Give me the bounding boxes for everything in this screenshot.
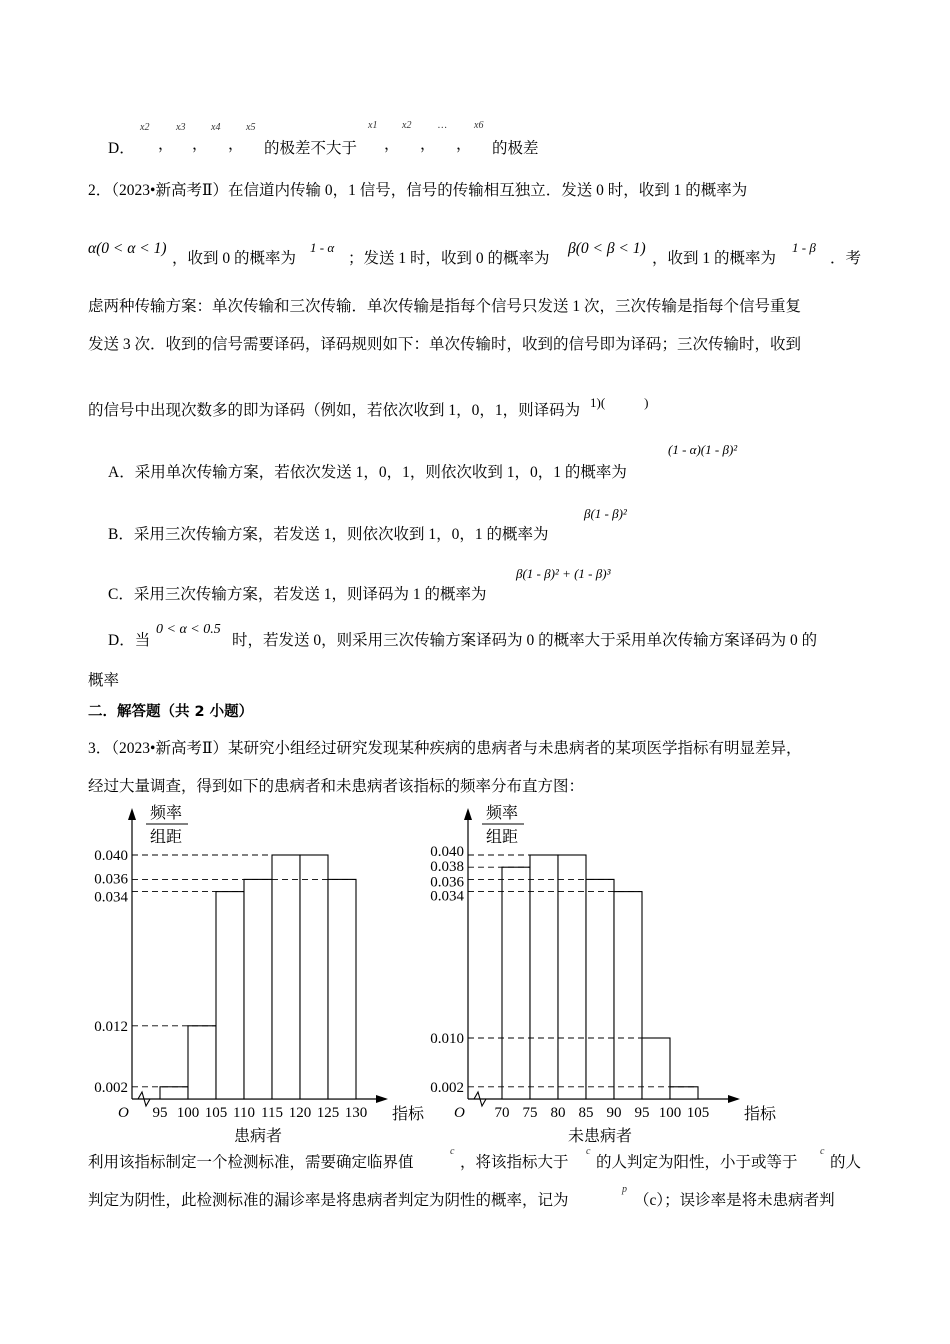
histogram-patients (80, 800, 425, 1145)
x-tick-label: 75 (522, 1105, 538, 1121)
q3-text-p2a: 判定为阴性，此检测标准的漏诊率是将患病者判定为阴性的概率，记为 (88, 1192, 569, 1209)
q3-number: 3． (88, 740, 112, 757)
y-tick-label: 0.034 (94, 889, 128, 906)
histogram-bar (642, 1038, 670, 1099)
y-tick-label: 0.036 (94, 871, 128, 888)
formula-alpha-range: α(0 < α < 1) (88, 240, 167, 257)
x-tick-label: 110 (233, 1105, 255, 1121)
y-tick-label: 0.010 (430, 1031, 464, 1047)
q3-text-p1c: 的人判定为阳性，小于或等于 (596, 1154, 798, 1171)
histogram-bar (614, 892, 642, 1099)
q3-line2: 经过大量调查，得到如下的患病者和未患病者该指标的频率分布直方图： (88, 778, 585, 795)
x-tick-label: 95 (152, 1105, 168, 1121)
var-x3: x3 (176, 122, 186, 133)
x-tick-label: 95 (634, 1105, 650, 1121)
x-tick-label: 100 (176, 1105, 200, 1121)
q2-text-1: 在信道内传输 0，1 信号，信号的传输相互独立．发送 0 时，收到 1 的概率为 (227, 182, 748, 199)
q3-para-line2 (0, 1180, 950, 1214)
x-tick-label: 120 (288, 1105, 312, 1121)
q3-text-p2b: （c）；误诊率是将未患病者判 (634, 1192, 835, 1209)
option-c-formula: β(1 - β)² + (1 - β)³ (516, 566, 611, 581)
var-c-2: c (586, 1146, 591, 1157)
x-tick-label: 105 (204, 1105, 228, 1121)
q2-option-b (0, 502, 950, 542)
q2-line4: 发送 3 次．收到的信号需要译码，译码规则如下：单次传输时，收到的信号即为译码；三次传输时，收到 (88, 336, 802, 353)
histogram-bar (328, 879, 356, 1099)
var-x6: x6 (474, 120, 484, 131)
chart-title: 患病者 (233, 1128, 283, 1145)
text-range: 的极差 (492, 140, 539, 157)
histogram-bar (300, 855, 328, 1099)
q3-para-line1 (0, 1142, 950, 1176)
formula-beta-range: β(0 < β < 1) (568, 240, 646, 257)
q3-text-1: 某研究小组经过研究发现某种疾病的患病者与未患病者的某项医学指标有明显差异， (227, 740, 802, 757)
q3-text-p1a: 利用该指标制定一个检测标准，需要确定临界值 (88, 1154, 414, 1171)
y-axis-arrow (464, 808, 472, 820)
text-range-not-greater: 的极差不大于 (264, 140, 358, 157)
x-axis-arrow (376, 1095, 388, 1103)
var-dots: … (438, 120, 447, 131)
y-label-bottom: 组距 (150, 829, 183, 846)
option-d-label: D．当 (108, 632, 151, 649)
x-tick-label: 70 (494, 1105, 510, 1121)
histogram-bar (160, 1087, 188, 1099)
option-a-text: A．采用单次传输方案，若依次发送 1，0，1，则依次收到 1，0，1 的概率为 (108, 464, 627, 481)
x-axis-label: 指标 (744, 1106, 777, 1123)
q2-text-2c: ，收到 1 的概率为 (652, 250, 777, 267)
q2-line2 (0, 236, 950, 276)
q2-line3: 虑两种传输方案：单次传输和三次传输．单次传输是指每个信号只发送 1 次，三次传输是指每个信号重复 (88, 298, 802, 315)
y-tick-label: 0.012 (94, 1018, 128, 1035)
x-tick-label: 100 (658, 1105, 682, 1121)
q2-line1 (88, 178, 747, 200)
q2-source: （2023•新高考Ⅱ） (111, 182, 228, 199)
var-x1b: x1 (368, 120, 378, 131)
section-title: 二．解答题（共 2 小题） (88, 704, 254, 720)
option-label: D． (108, 140, 135, 157)
option-c-text: C．采用三次传输方案，若发送 1，则译码为 1 的概率为 (108, 586, 487, 603)
histogram-bar (216, 892, 244, 1099)
q2-text-2a: ，收到 0 的概率为 (172, 250, 297, 267)
formula-one-minus-alpha: 1 - α (310, 240, 335, 255)
q3-source: （2023•新高考Ⅱ） (111, 740, 228, 757)
q2-answer-blank: 1)( ) (590, 395, 649, 410)
histogram-bar (586, 879, 614, 1099)
var-p: p (622, 1184, 627, 1195)
y-tick-label: 0.038 (430, 859, 464, 876)
option-d-text: 时，若发送 0，则采用三次传输方案译码为 0 的概率大于采用单次传输方案译码为 0 的 (232, 632, 818, 649)
histogram-bar (502, 867, 530, 1099)
q2-text-2d: ．考 (830, 250, 862, 267)
y-axis-arrow (128, 808, 136, 820)
formula-one-minus-beta: 1 - β (792, 240, 816, 255)
histogram-non-patients (412, 800, 777, 1145)
x-tick-label: 80 (550, 1105, 566, 1121)
x-tick-label: 90 (606, 1105, 622, 1121)
var-x5: x5 (246, 122, 256, 133)
var-c-1: c (450, 1146, 455, 1157)
x-tick-label: 85 (578, 1105, 594, 1121)
option-a-formula: (1 - α)(1 - β)² (668, 442, 738, 457)
y-tick-label: 0.040 (430, 844, 464, 860)
origin-label: O (454, 1105, 465, 1121)
q3-text-p1d: 的人 (830, 1154, 862, 1171)
q2-line5 (0, 392, 950, 422)
q2-option-a (0, 440, 950, 480)
q3-line1 (88, 736, 802, 758)
y-tick-label: 0.002 (430, 1079, 464, 1096)
q2-option-d-cont: 概率 (88, 672, 120, 689)
q2-text-2b: ；发送 1 时，收到 0 的概率为 (348, 250, 550, 267)
histogram-bar (272, 855, 300, 1099)
x-tick-label: 130 (344, 1105, 368, 1121)
var-x2b: x2 (402, 120, 412, 131)
y-tick-label: 0.040 (94, 848, 128, 864)
y-tick-label: 0.002 (94, 1079, 128, 1096)
x-tick-label: 115 (261, 1105, 283, 1121)
histogram-bar (244, 879, 272, 1099)
y-tick-label: 0.036 (430, 874, 464, 891)
var-x2: x2 (140, 122, 150, 133)
histogram-bar (188, 1026, 216, 1099)
option-b-formula: β(1 - β)² (584, 506, 627, 521)
chart-title: 未患病者 (567, 1128, 633, 1145)
q2-number: 2． (88, 182, 112, 199)
y-label-bottom: 组距 (486, 829, 519, 846)
x-axis-arrow (728, 1095, 740, 1103)
y-tick-label: 0.034 (430, 888, 464, 905)
var-c-3: c (820, 1146, 825, 1157)
histogram-bar (670, 1087, 698, 1099)
x-tick-label: 105 (686, 1105, 710, 1121)
option-b-text: B．采用三次传输方案，若发送 1，则依次收到 1，0，1 的概率为 (108, 526, 549, 543)
q3-text-p1b: ，将该指标大于 (460, 1154, 569, 1171)
option-d-formula: 0 < α < 0.5 (156, 622, 221, 637)
prev-option-d: D． x2 ， x3 ， x4 ， x5 的极差不大于 x1 ， x2 ， … ， x6 的极差 (108, 120, 539, 157)
var-x4: x4 (211, 122, 221, 133)
y-label-top: 频率 (150, 805, 183, 822)
q2-option-c (0, 562, 950, 602)
x-axis-label: 指标 (392, 1106, 425, 1123)
x-tick-label: 125 (316, 1105, 340, 1121)
q2-option-d (0, 620, 950, 650)
origin-label: O (118, 1105, 129, 1121)
q2-text-5: 的信号中出现次数多的即为译码（例如，若依次收到 1，0，1，则译码为 (88, 402, 581, 419)
y-label-top: 频率 (486, 805, 519, 822)
